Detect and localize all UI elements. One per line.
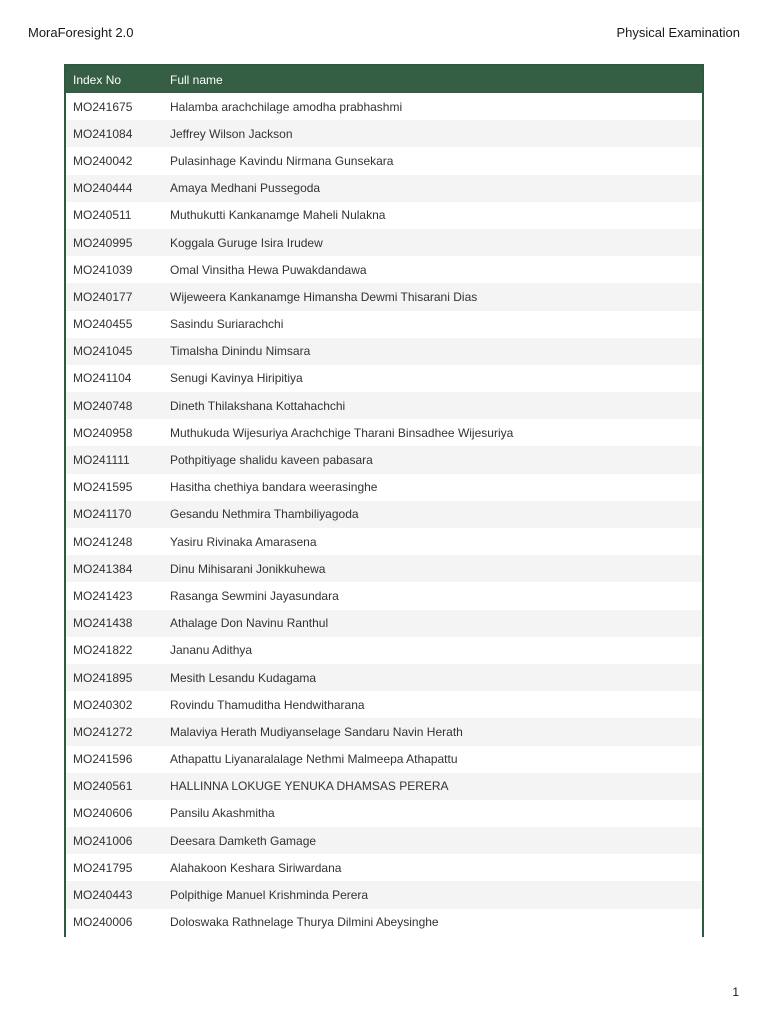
table-row — [66, 365, 702, 392]
table-row — [66, 311, 702, 338]
index-no-cell: MO241595 — [73, 480, 133, 495]
table-row — [66, 909, 702, 936]
full-name-cell: Athapattu Liyanaralalage Nethmi Malmeepa Athapattu — [170, 752, 458, 767]
table-row — [66, 664, 702, 691]
index-no-cell: MO241596 — [73, 752, 133, 767]
table-row — [66, 283, 702, 310]
full-name-cell: Mesith Lesandu Kudagama — [170, 670, 317, 685]
full-name-cell: Polpithige Manuel Krishminda Perera — [170, 888, 369, 903]
full-name-cell: Timalsha Dinindu Nimsara — [170, 344, 311, 359]
full-name-cell: Dineth Thilakshana Kottahachchi — [170, 398, 346, 413]
table-row — [66, 637, 702, 664]
table-body — [66, 93, 702, 936]
table-row — [66, 800, 702, 827]
full-name-cell: Pulasinhage Kavindu Nirmana Gunsekara — [170, 153, 394, 168]
index-no-cell: MO241248 — [73, 534, 133, 549]
full-name-cell: Muthukuda Wijesuriya Arachchige Tharani Binsadhee Wijesuriya — [170, 425, 514, 440]
full-name-cell: Rasanga Sewmini Jayasundara — [170, 588, 339, 603]
table-row — [66, 773, 702, 800]
full-name-cell: Halamba arachchilage amodha prabhashmi — [170, 99, 403, 114]
table-row — [66, 338, 702, 365]
full-name-cell: Amaya Medhani Pussegoda — [170, 181, 321, 196]
full-name-cell: Omal Vinsitha Hewa Puwakdandawa — [170, 262, 367, 277]
index-no-cell: MO241675 — [73, 99, 133, 114]
table-row — [66, 854, 702, 881]
report-title: Physical Examination — [616, 25, 740, 40]
index-no-cell: MO240511 — [73, 208, 132, 223]
full-name-cell: Pothpitiyage shalidu kaveen pabasara — [170, 453, 373, 468]
table-row — [66, 474, 702, 501]
full-name-cell: Rovindu Thamuditha Hendwitharana — [170, 697, 365, 712]
full-name-cell: Sasindu Suriarachchi — [170, 317, 284, 332]
full-name-cell: Senugi Kavinya Hiripitiya — [170, 371, 303, 386]
column-header-index-no: Index No — [73, 72, 122, 87]
full-name-cell: Muthukutti Kankanamge Maheli Nulakna — [170, 208, 386, 223]
app-title: MoraForesight 2.0 — [28, 25, 134, 40]
full-name-cell: Jeffrey Wilson Jackson — [170, 126, 293, 141]
index-no-cell: MO241795 — [73, 860, 133, 875]
index-no-cell: MO241104 — [73, 371, 132, 386]
index-no-cell: MO240561 — [73, 779, 133, 794]
page-number: 1 — [732, 985, 739, 999]
table-row — [66, 528, 702, 555]
index-no-cell: MO240455 — [73, 317, 133, 332]
table-row — [66, 501, 702, 528]
table-row — [66, 93, 702, 120]
table-row — [66, 147, 702, 174]
full-name-cell: Deesara Damketh Gamage — [170, 833, 317, 848]
index-no-cell: MO240444 — [73, 181, 133, 196]
index-no-cell: MO240443 — [73, 888, 133, 903]
index-no-cell: MO241272 — [73, 724, 133, 739]
index-no-cell: MO241045 — [73, 344, 133, 359]
table-row — [66, 392, 702, 419]
full-name-cell: Wijeweera Kankanamge Himansha Dewmi Thisarani Dias — [170, 289, 478, 304]
table-row — [66, 881, 702, 908]
index-no-cell: MO240302 — [73, 697, 133, 712]
full-name-cell: Yasiru Rivinaka Amarasena — [170, 534, 317, 549]
table-row — [66, 582, 702, 609]
table-row — [66, 419, 702, 446]
student-table — [66, 66, 702, 936]
full-name-cell: Athalage Don Navinu Ranthul — [170, 616, 329, 631]
student-table-container — [64, 64, 704, 937]
index-no-cell: MO241895 — [73, 670, 133, 685]
index-no-cell: MO240042 — [73, 153, 133, 168]
index-no-cell: MO240995 — [73, 235, 133, 250]
table-row — [66, 718, 702, 745]
index-no-cell: MO240606 — [73, 806, 133, 821]
index-no-cell: MO240958 — [73, 425, 133, 440]
index-no-cell: MO241423 — [73, 588, 133, 603]
index-no-cell: MO241111 — [73, 453, 130, 468]
index-no-cell: MO241384 — [73, 561, 133, 576]
full-name-cell: Alahakoon Keshara Siriwardana — [170, 860, 342, 875]
index-no-cell: MO241170 — [73, 507, 132, 522]
full-name-cell: Doloswaka Rathnelage Thurya Dilmini Abeysinghe — [170, 915, 439, 930]
table-header-row — [66, 66, 702, 93]
table-row — [66, 746, 702, 773]
full-name-cell: HALLINNA LOKUGE YENUKA DHAMSAS PERERA — [170, 779, 449, 794]
table-row — [66, 555, 702, 582]
full-name-cell: Jananu Adithya — [170, 643, 253, 658]
index-no-cell: MO241822 — [73, 643, 133, 658]
index-no-cell: MO241006 — [73, 833, 133, 848]
table-row — [66, 229, 702, 256]
full-name-cell: Dinu Mihisarani Jonikkuhewa — [170, 561, 326, 576]
index-no-cell: MO240177 — [73, 289, 133, 304]
index-no-cell: MO240748 — [73, 398, 133, 413]
full-name-cell: Pansilu Akashmitha — [170, 806, 275, 821]
table-row — [66, 120, 702, 147]
full-name-cell: Koggala Guruge Isira Irudew — [170, 235, 323, 250]
table-row — [66, 256, 702, 283]
table-row — [66, 827, 702, 854]
index-no-cell: MO241438 — [73, 616, 133, 631]
index-no-cell: MO241084 — [73, 126, 133, 141]
table-row — [66, 202, 702, 229]
index-no-cell: MO241039 — [73, 262, 133, 277]
full-name-cell: Hasitha chethiya bandara weerasinghe — [170, 480, 378, 495]
table-header — [66, 66, 702, 93]
table-row — [66, 446, 702, 473]
index-no-cell: MO240006 — [73, 915, 133, 930]
full-name-cell: Malaviya Herath Mudiyanselage Sandaru Navin Herath — [170, 724, 463, 739]
table-row — [66, 610, 702, 637]
table-row — [66, 691, 702, 718]
table-row — [66, 175, 702, 202]
column-header-full-name: Full name — [170, 72, 223, 87]
full-name-cell: Gesandu Nethmira Thambiliyagoda — [170, 507, 359, 522]
